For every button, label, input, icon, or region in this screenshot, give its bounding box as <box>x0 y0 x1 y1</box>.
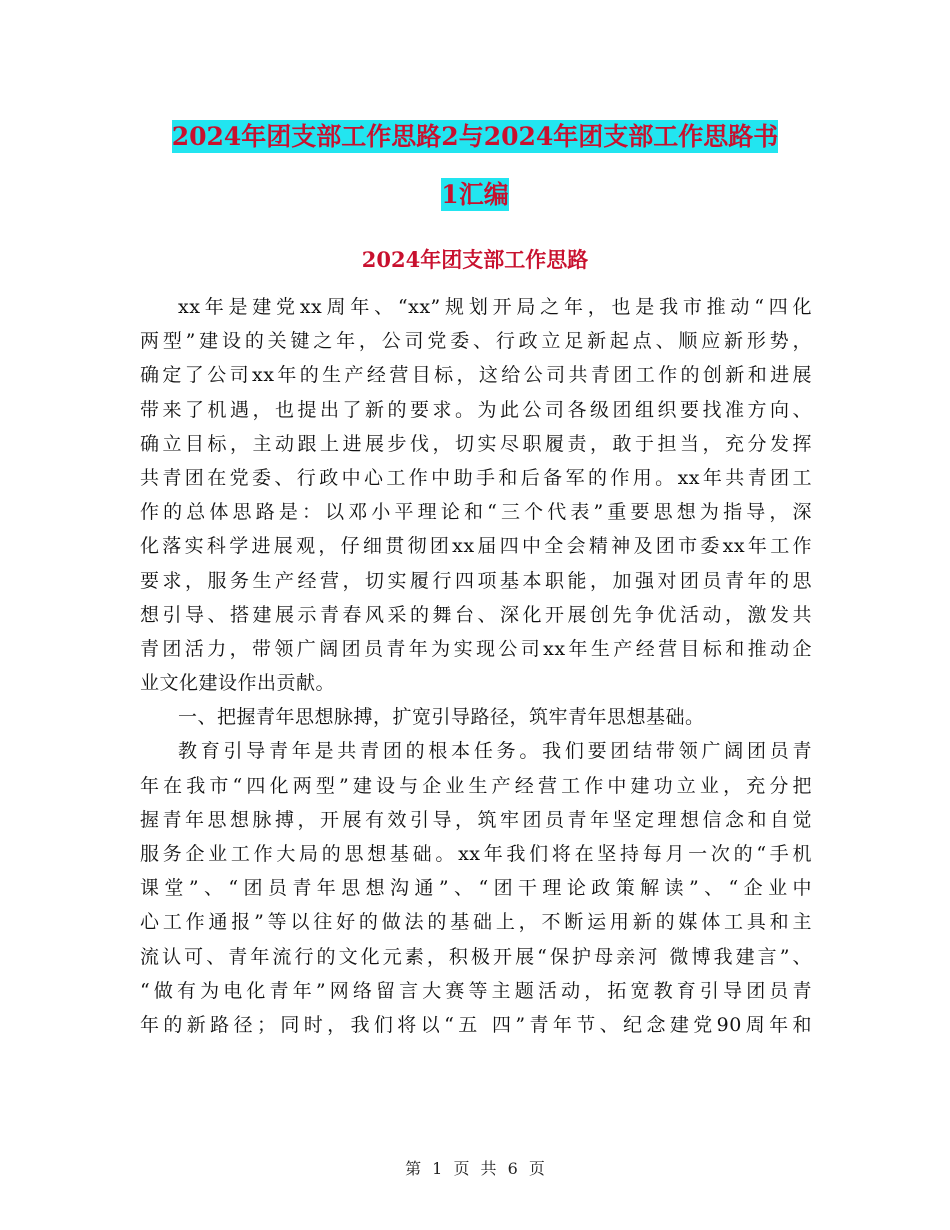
section-title: 2024年团支部工作思路 <box>361 247 589 272</box>
body-line: 作的总体思路是：以邓小平理论和“三个代表”重要思想为指导，深 <box>140 501 812 524</box>
title-line-1: 2024年团支部工作思路2与2024年团支部工作思路书 <box>171 122 779 151</box>
body-heading-line: 一、把握青年思想脉搏，扩宽引导路径，筑牢青年思想基础。 <box>178 706 705 729</box>
body-line: 握青年思想脉搏，开展有效引导，筑牢团员青年坚定理想信念和自觉 <box>140 808 812 831</box>
body-text <box>140 290 812 1042</box>
body-line: 年在我市“四化两型”建设与企业生产经营工作中建功立业，充分把 <box>140 774 812 797</box>
body-line: 服务企业工作大局的思想基础。xx年我们将在坚持每月一次的“手机 <box>140 843 812 865</box>
body-line: 带来了机遇，也提出了新的要求。为此公司各级团组织要找准方向、 <box>140 398 812 421</box>
body-line: 共青团在党委、行政中心工作中助手和后备军的作用。xx年共青团工 <box>140 466 812 489</box>
body-line: xx年是建党xx周年、“xx”规划开局之年，也是我市推动“四化 <box>178 296 812 318</box>
body-line: 流认可、青年流行的文化元素，积极开展“保护母亲河 微博我建言”、 <box>140 945 812 968</box>
body-line: 化落实科学进展观，仔细贯彻团xx届四中全会精神及团市委xx年工作 <box>140 535 812 558</box>
body-line: 业文化建设作出贡献。 <box>140 672 336 695</box>
body-line: 确定了公司xx年的生产经营目标，这给公司共青团工作的创新和进展 <box>140 364 812 387</box>
body-line: 教育引导青年是共青团的根本任务。我们要团结带领广阔团员青 <box>178 740 812 763</box>
body-line: 要求，服务生产经营，切实履行四项基本职能，加强对团员青年的思 <box>140 569 812 592</box>
body-line: “做有为电化青年”网络留言大赛等主题活动，拓宽教育引导团员青 <box>140 979 812 1002</box>
body-line: 确立目标，主动跟上进展步伐，切实尽职履责，敢于担当，充分发挥 <box>140 432 812 455</box>
body-line: 心工作通报”等以往好的做法的基础上，不断运用新的媒体工具和主 <box>140 911 812 934</box>
page-footer: 第 1 页 共 6 页 <box>405 1159 545 1178</box>
body-line: 课堂”、“团员青年思想沟通”、“团干理论政策解读”、“企业中 <box>140 877 812 900</box>
body-line: 年的新路径；同时，我们将以“五 四”青年节、纪念建党90周年和 <box>140 1013 812 1036</box>
body-line: 想引导、搭建展示青春风采的舞台、深化开展创先争优活动，激发共 <box>140 603 812 626</box>
body-line: 青团活力，带领广阔团员青年为实现公司xx年生产经营目标和推动企 <box>140 637 812 660</box>
document-title <box>140 108 810 224</box>
body-line: 两型”建设的关键之年，公司党委、行政立足新起点、顺应新形势， <box>140 330 812 353</box>
title-line-2: 1汇编 <box>441 180 509 209</box>
